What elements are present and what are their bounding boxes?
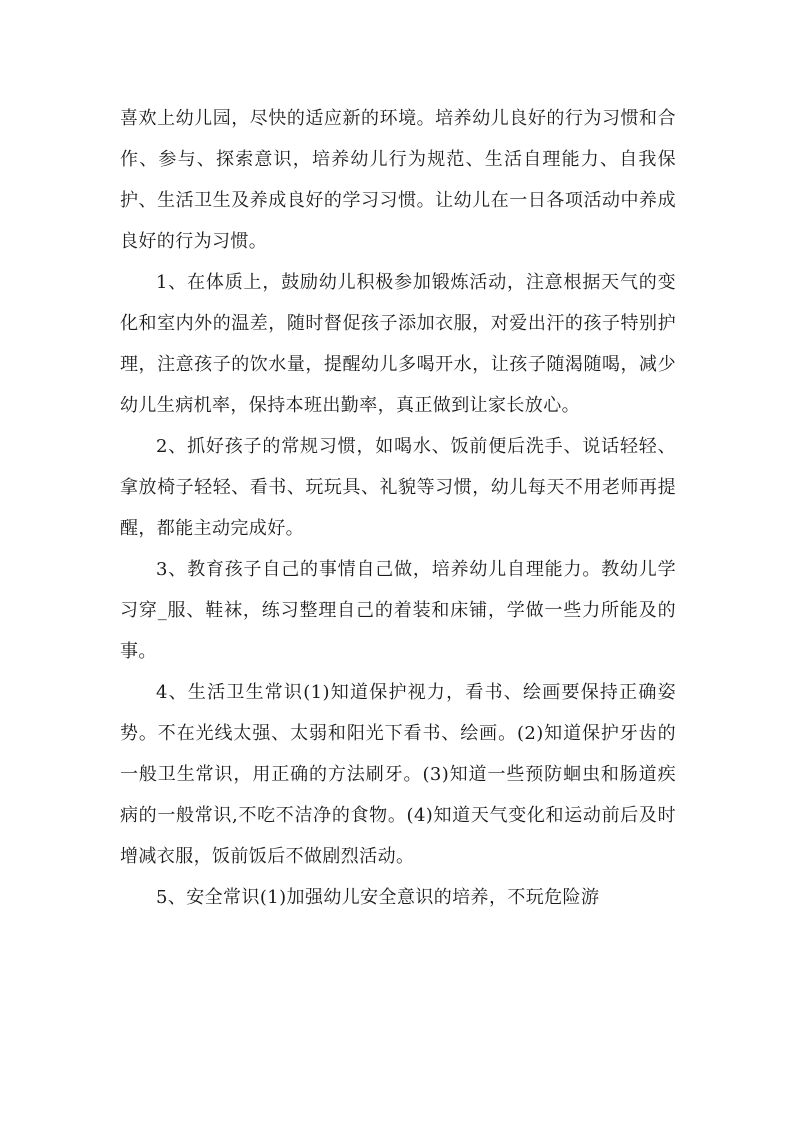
paragraph-item-3: 3、教育孩子自己的事情自己做，培养幼儿自理能力。教幼儿学习穿_服、鞋袜，练习整理自己的着装和床铺，学做一些力所能及的事。 [120,559,676,662]
paragraph-item-1: 1、在体质上，鼓励幼儿积极参加锻炼活动，注意根据天气的变化和室内外的温差，随时督促孩子添加衣服，对爱出汗的孩子特别护理，注意孩子的饮水量，提醒幼儿多喝开水，让孩子随渴随喝，减少幼儿生病机率，保持本班出勤率，真正做到让家长放心。 [120,272,676,416]
paragraph-intro: 喜欢上幼儿园，尽快的适应新的环境。培养幼儿良好的行为习惯和合作、参与、探索意识，培养幼儿行为规范、生活自理能力、自我保护、生活卫生及养成良好的学习习惯。让幼儿在一日各项活动中养成良好的行为习惯。 [120,108,676,252]
paragraph-item-4: 4、生活卫生常识(1)知道保护视力，看书、绘画要保持正确姿势。不在光线太强、太弱和阳光下看书、绘画。(2)知道保护牙齿的一般卫生常识，用正确的方法刷牙。(3)知道一些预防蛔虫和肠道疾病的一般常识,不吃不洁净的食物。(4)知道天气变化和运动前后及时增减衣服，饭前饭后不做剧烈活动。 [120,682,676,867]
paragraph-item-2: 2、抓好孩子的常规习惯，如喝水、饭前便后洗手、说话轻轻、拿放椅子轻轻、看书、玩玩具、礼貌等习惯，幼儿每天不用老师再提醒，都能主动完成好。 [120,436,676,539]
paragraph-item-5: 5、安全常识(1)加强幼儿安全意识的培养，不玩危险游 [156,887,600,908]
document-body [120,98,676,918]
